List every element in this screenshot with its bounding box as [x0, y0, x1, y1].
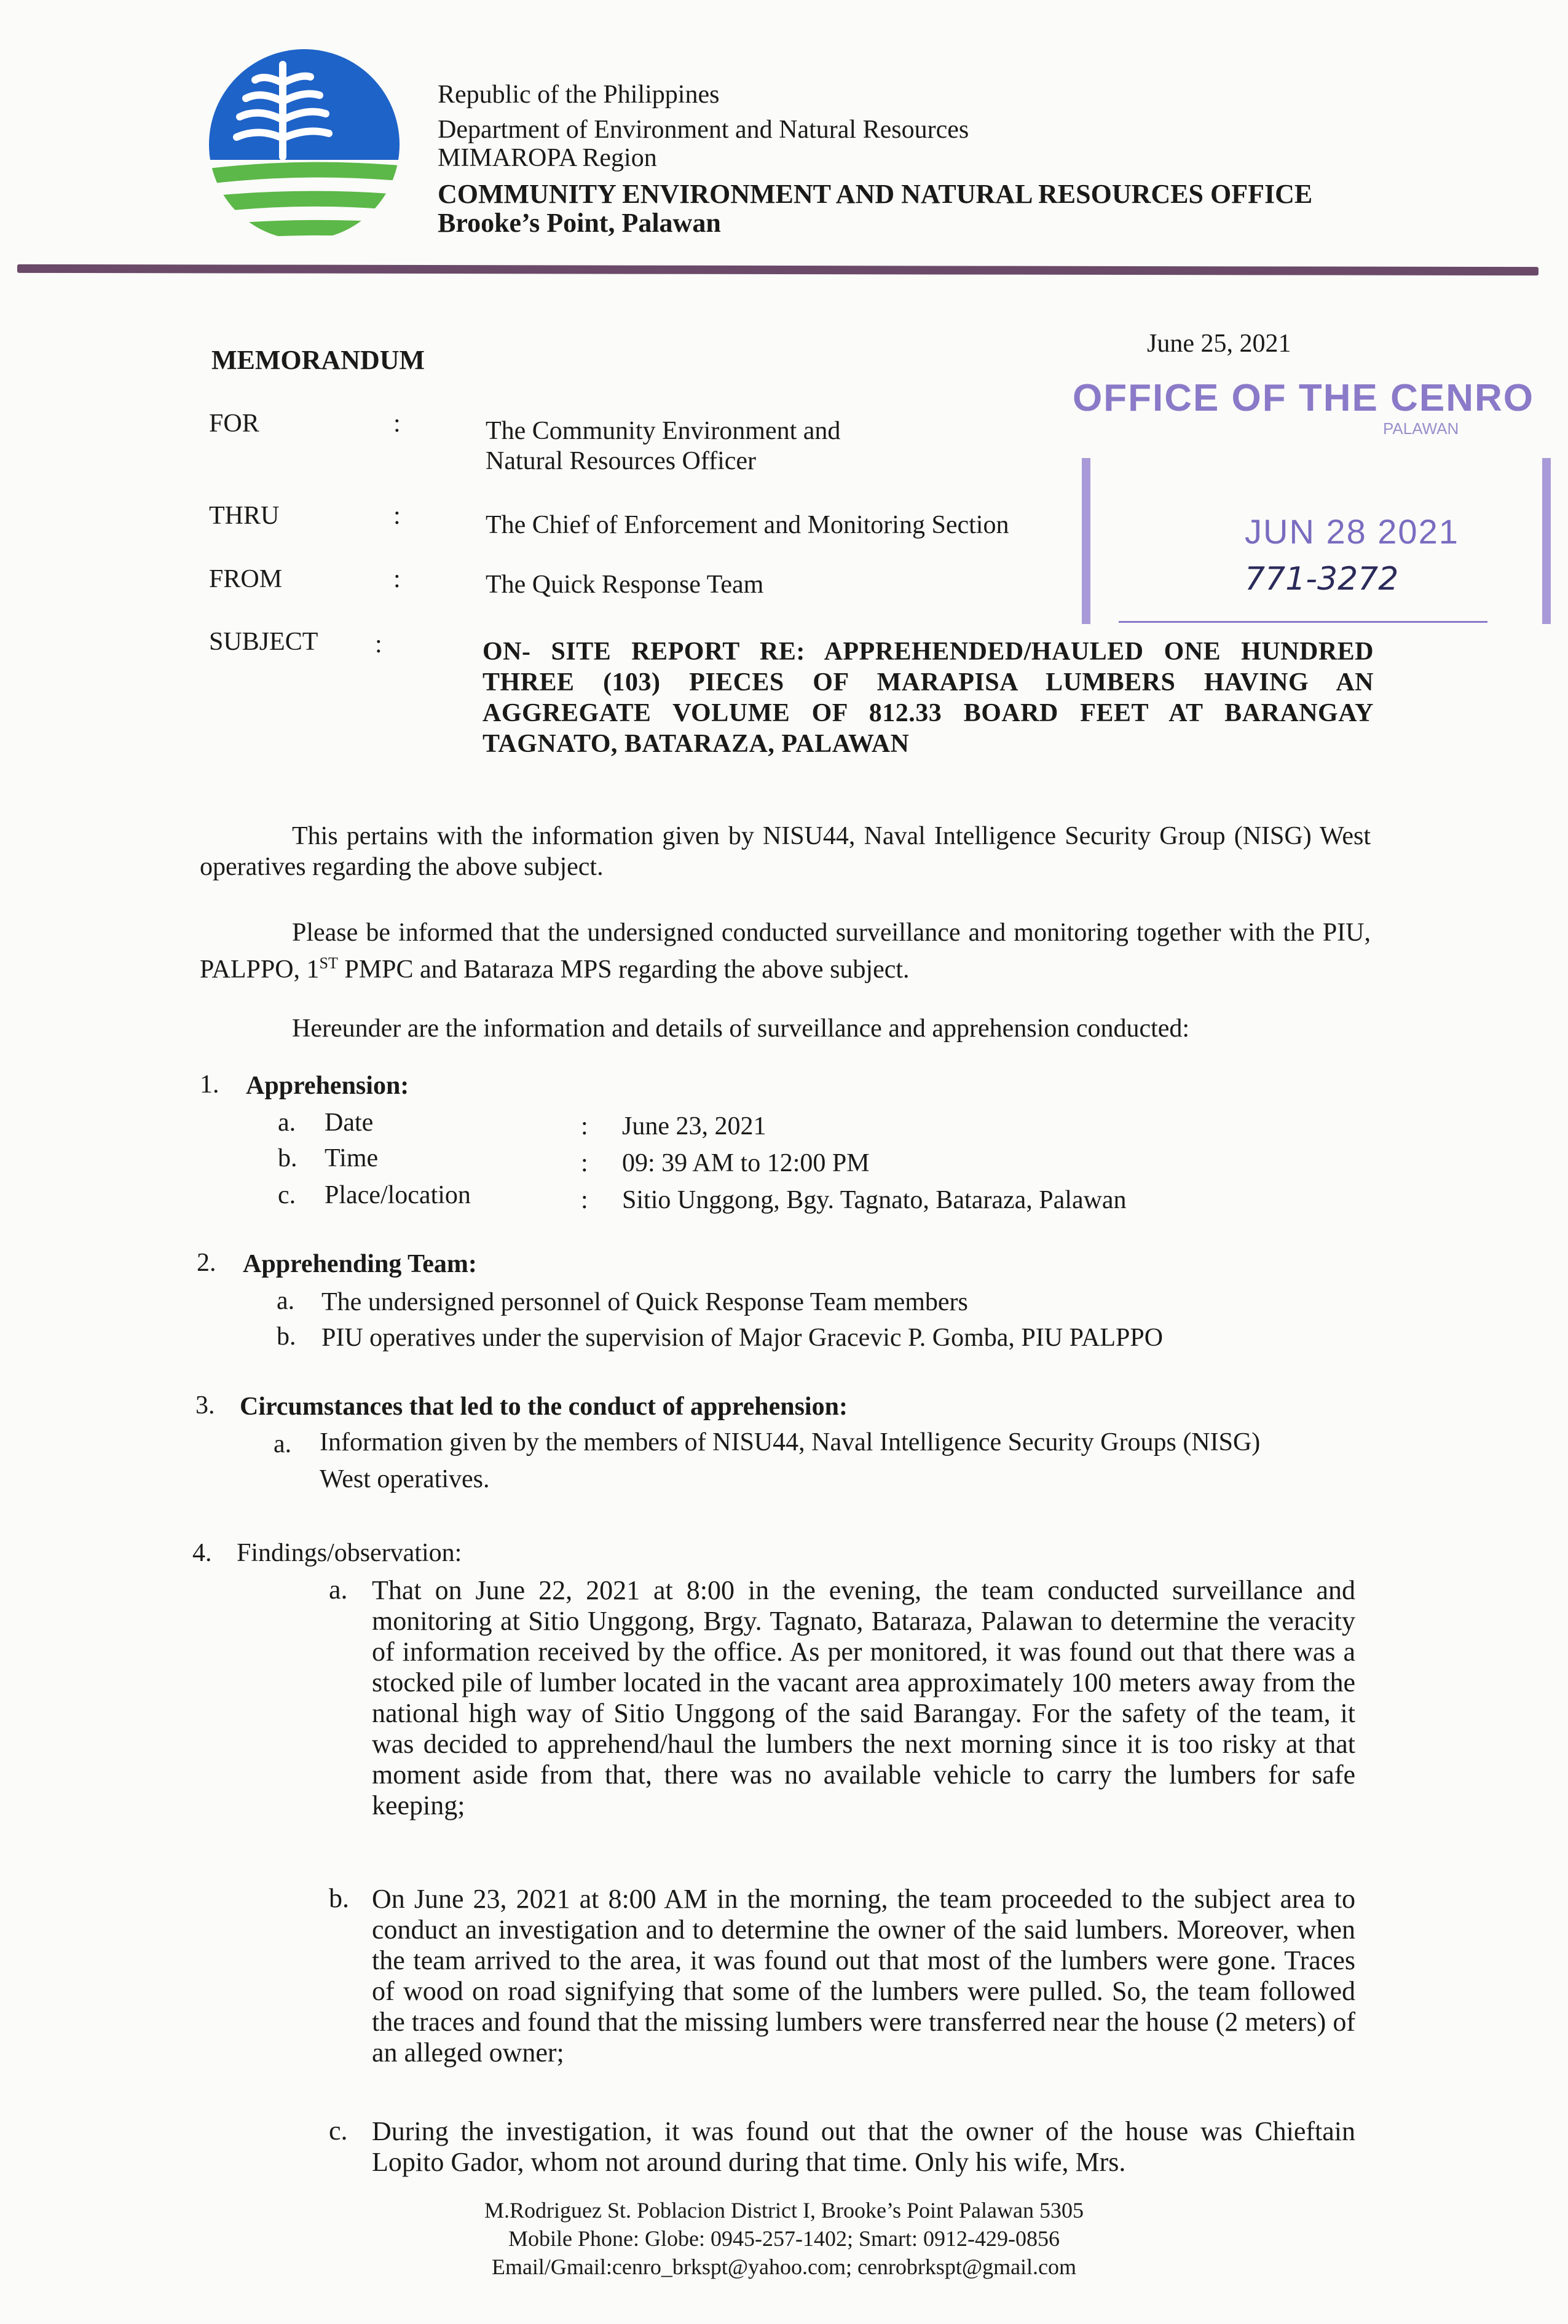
- s2-b-text: PIU operatives under the supervision of Major Gracevic P. Gomba, PIU PALPPO: [321, 1324, 1164, 1352]
- s1-b-label: Time: [325, 1144, 379, 1172]
- paragraph-3: Hereunder are the information and details of surveillance and apprehension conducted:: [292, 1014, 1190, 1043]
- memo-title: MEMORANDUM: [211, 345, 425, 375]
- for-value-line1: The Community Environment and: [486, 417, 841, 445]
- paragraph-2: [200, 917, 1371, 985]
- from-value: The Quick Response Team: [486, 571, 764, 599]
- s1-c-colon: :: [581, 1186, 588, 1214]
- s3-a-text-line1: Information given by the members of NISU44, Naval Intelligence Security Groups (NISG): [320, 1428, 1261, 1456]
- letterhead-divider: [17, 264, 1538, 275]
- received-stamp-heading: OFFICE OF THE CENRO: [1073, 377, 1534, 419]
- s1-a-letter: a.: [278, 1109, 296, 1137]
- memo-date: June 25, 2021: [1147, 330, 1291, 358]
- s1-a-colon: :: [581, 1112, 588, 1140]
- thru-colon: :: [393, 502, 401, 530]
- s2-a-text: The undersigned personnel of Quick Response Team members: [321, 1288, 968, 1316]
- s1-b-colon: :: [581, 1149, 588, 1177]
- s4-b-letter: b.: [329, 1883, 349, 1913]
- thru-value: The Chief of Enforcement and Monitoring Section: [486, 511, 1009, 539]
- from-label: FROM: [209, 565, 283, 593]
- s1-c-letter: c.: [278, 1181, 296, 1209]
- s1-b-letter: b.: [278, 1144, 297, 1172]
- s1-a-label: Date: [325, 1109, 374, 1137]
- subject-value: ON- SITE REPORT RE: APPREHENDED/HAULED ONE HUNDRED THREE (103) PIECES OF MARAPISA LUMBERS HAVING AN AGGREGATE VOLUME OF 812.33 BOARD FEET AT BARANGAY TAGNATO, BATARAZA, PALAWAN: [483, 638, 1374, 758]
- section-4-number: 4.: [192, 1539, 212, 1567]
- section-1-title: Apprehension:: [246, 1072, 409, 1100]
- letterhead-region: MIMAROPA Region: [438, 144, 657, 172]
- letterhead-location: Brooke’s Point, Palawan: [438, 208, 721, 238]
- letterhead-office: COMMUNITY ENVIRONMENT AND NATURAL RESOURCES OFFICE: [438, 179, 1313, 209]
- section-3-title: Circumstances that led to the conduct of apprehension:: [240, 1393, 848, 1421]
- paragraph-2-post: PMPC and Bataraza MPS regarding the above subject.: [337, 955, 910, 984]
- s4-c-text: During the investigation, it was found out that the owner of the house was Chieftain Lopito Gador, whom not around during that time. Only his wife, Mrs.: [372, 2116, 1355, 2177]
- s4-a-letter: a.: [329, 1575, 348, 1605]
- s3-a-letter: a.: [274, 1430, 292, 1458]
- s1-c-value: Sitio Unggong, Bgy. Tagnato, Bataraza, Palawan: [622, 1186, 1127, 1214]
- s4-a-text: That on June 22, 2021 at 8:00 in the evening, the team conducted surveillance and monitoring at Sitio Unggong, Brgy. Tagnato, Bataraza, Palawan to determine the veracity of information received by the office. As per monitored, it was found out that there was a stocked pile of lumber located in the vacant area approximately 100 meters away from the national high way of Sitio Unggong of the said Barangay. For the safety of the team, it was decided to apprehend/haul the lumbers the next morning since it is too risky at that moment aside from that, there was no available vehicle to carry the lumbers for safe keeping;: [372, 1575, 1355, 1820]
- received-stamp-date: JUN 28 2021: [1245, 512, 1459, 551]
- received-stamp-sub: PALAWAN: [1383, 419, 1459, 438]
- paragraph-2-pre: Please be informed that the undersigned conducted surveillance and monitoring together with the PIU, PALPPO, 1: [200, 919, 1371, 984]
- for-value-line2: Natural Resources Officer: [486, 447, 757, 475]
- section-2-number: 2.: [197, 1249, 216, 1277]
- s2-a-letter: a.: [277, 1287, 295, 1315]
- paragraph-2-sup: ST: [319, 954, 338, 972]
- thru-label: THRU: [209, 502, 280, 530]
- s1-b-value: 09: 39 AM to 12:00 PM: [622, 1149, 870, 1177]
- s4-c-letter: c.: [329, 2116, 348, 2146]
- section-4-title: Findings/observation:: [237, 1539, 462, 1567]
- footer-email: Email/Gmail:cenro_brkspt@yahoo.com; cenrobrkspt@gmail.com: [491, 2255, 1077, 2279]
- section-1-number: 1.: [200, 1070, 219, 1099]
- received-stamp-number: 771-3272: [1245, 561, 1399, 598]
- for-colon: :: [393, 409, 401, 438]
- s2-b-letter: b.: [277, 1322, 296, 1351]
- s1-a-value: June 23, 2021: [622, 1112, 766, 1140]
- section-2-title: Apprehending Team:: [243, 1250, 477, 1278]
- s1-c-label: Place/location: [325, 1181, 471, 1209]
- from-colon: :: [393, 565, 401, 593]
- footer-phone: Mobile Phone: Globe: 0945-257-1402; Smart: 0912-429-0856: [508, 2226, 1060, 2251]
- denr-logo: [203, 46, 406, 243]
- paragraph-1: This pertains with the information given by NISU44, Naval Intelligence Security Group (NISG) West operatives regarding the above subject.: [200, 822, 1371, 881]
- received-stamp-line: [1119, 621, 1487, 623]
- s3-a-text-line2: West operatives.: [320, 1465, 490, 1493]
- for-label: FOR: [209, 409, 259, 438]
- subject-colon: :: [375, 630, 382, 658]
- letterhead-republic: Republic of the Philippines: [438, 81, 720, 109]
- subject-label: SUBJECT: [209, 628, 318, 656]
- s4-b-text: On June 23, 2021 at 8:00 AM in the morning, the team proceeded to the subject area to conduct an investigation and to determine the owner of the said lumbers. Moreover, when the team arrived to the area, it was found out that most of the lumbers were gone. Traces of wood on road signifying that some of the lumbers were pulled. So, the team followed the traces and found that the missing lumbers were transferred near the house (2 meters) of an alleged owner;: [372, 1884, 1355, 2068]
- section-3-number: 3.: [195, 1391, 215, 1420]
- letterhead-department: Department of Environment and Natural Resources: [438, 116, 969, 144]
- footer-address: M.Rodriguez St. Poblacion District I, Brooke’s Point Palawan 5305: [484, 2198, 1084, 2223]
